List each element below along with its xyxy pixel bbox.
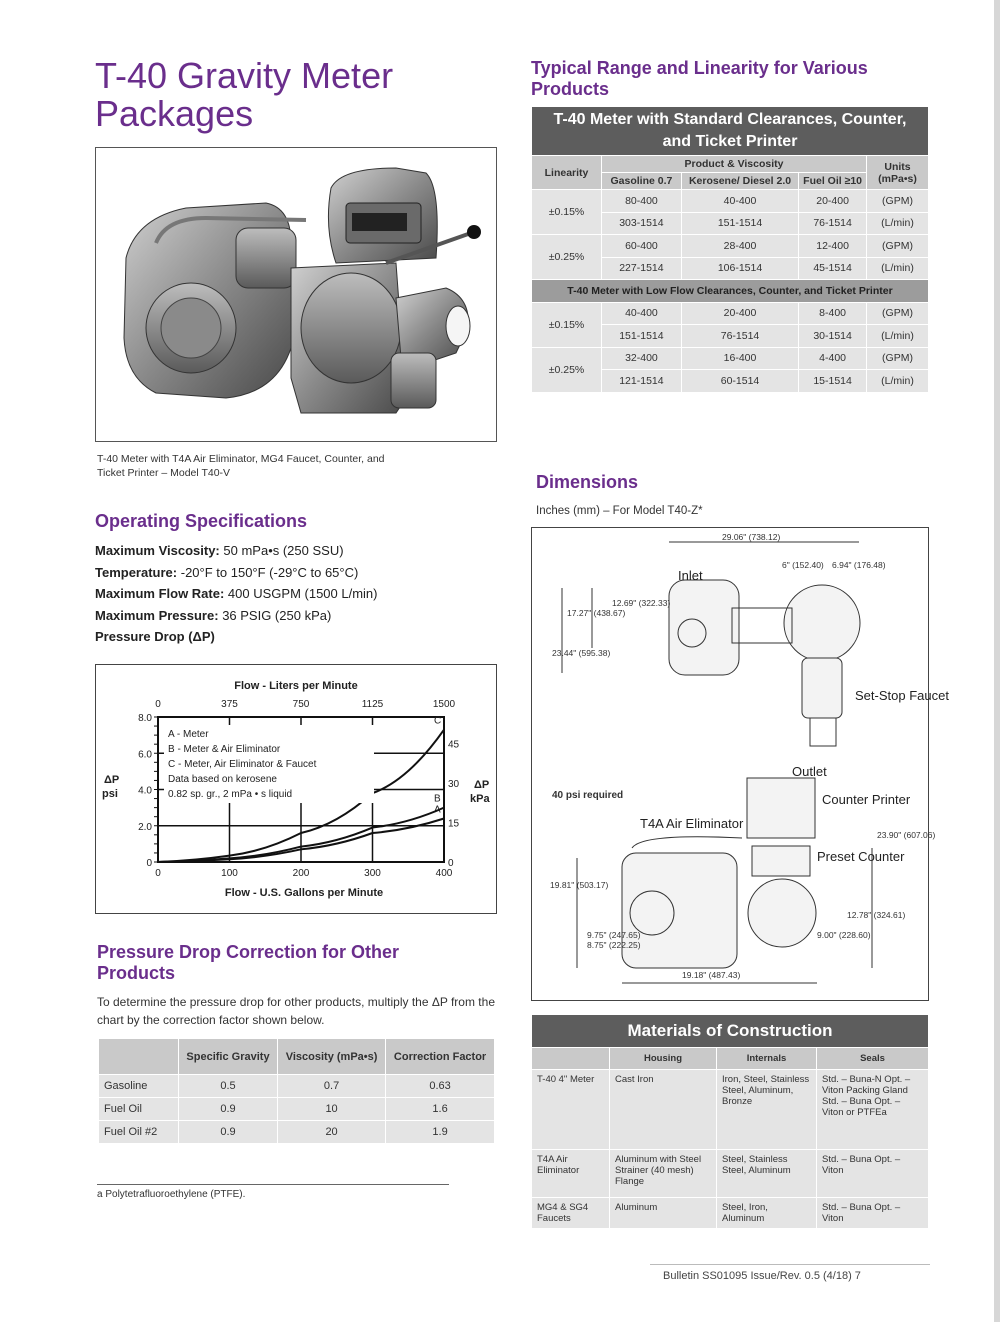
- preset-counter-shape: [752, 846, 810, 876]
- chart-x-tick-label: 200: [292, 868, 310, 879]
- spec-value: -20°F to 150°F (-29°C to 65°C): [180, 564, 359, 580]
- label-outlet: Outlet: [792, 764, 827, 779]
- range-header-row: [532, 156, 929, 173]
- table-row: [532, 235, 929, 258]
- chart-legend-line: A - Meter: [168, 729, 209, 740]
- range-cell: (L/min): [867, 257, 929, 280]
- table-row: [99, 1075, 495, 1098]
- chart-legend-line: C - Meter, Air Eliminator & Faucet: [168, 759, 317, 770]
- spec-label: Maximum Pressure:: [95, 607, 219, 623]
- dimensions-drawing: [531, 527, 949, 1001]
- materials-cell: Std. – Buna Opt. – Viton: [817, 1150, 929, 1198]
- meter-illustration: [96, 148, 495, 440]
- label-air-eliminator: T4A Air Eliminator: [640, 816, 744, 831]
- range-cell: 60-1514: [681, 370, 798, 393]
- range-cell: 32-400: [602, 347, 682, 370]
- dim-2390: 23.90" (607.06): [877, 830, 936, 840]
- chart-x-tick-label: 400: [435, 868, 453, 879]
- operating-specs-list: [95, 540, 378, 648]
- materials-cell: Iron, Steel, Stainless Steel, Aluminum, Bronze: [717, 1070, 817, 1150]
- label-set-stop: Set-Stop Faucet: [855, 688, 949, 703]
- range-cell: 12-400: [799, 235, 867, 258]
- range-cell: 76-1514: [681, 325, 798, 348]
- chart-y-tick-label: 4.0: [138, 785, 152, 797]
- page-edge: [994, 0, 1000, 1322]
- range-product-col: Gasoline 0.7: [602, 173, 682, 190]
- table-row: [99, 1098, 495, 1121]
- dim-1981: 19.81" (503.17): [550, 880, 609, 890]
- range-cell: 40-400: [681, 190, 798, 213]
- materials-cell: Aluminum with Steel Strainer (40 mesh) Flange: [610, 1150, 717, 1198]
- range-product-col: Kerosene/ Diesel 2.0: [681, 173, 798, 190]
- pdc-table: [98, 1038, 495, 1144]
- dim-6in: 6" (152.40): [782, 560, 824, 570]
- label-counter-printer: Counter Printer: [822, 792, 911, 807]
- pressure-drop-chart-svg: [96, 665, 495, 912]
- spec-row: [95, 540, 378, 562]
- label-inlet: Inlet: [678, 568, 703, 583]
- dimensions-svg: [532, 528, 949, 999]
- pdc-col-header: Viscosity (mPa•s): [277, 1039, 385, 1075]
- materials-table: [531, 1014, 929, 1229]
- table-row: [532, 1070, 929, 1150]
- materials-heading: Materials of Construction: [532, 1015, 929, 1048]
- chart-x-tick-label: 0: [155, 868, 161, 879]
- chart-series-label-C: C: [434, 715, 442, 727]
- range-cell: 16-400: [681, 347, 798, 370]
- spec-value: 50 mPa•s (250 SSU): [223, 543, 344, 558]
- range-cell: (GPM): [867, 302, 929, 325]
- materials-header-row: [532, 1048, 929, 1070]
- materials-cell: Steel, Stainless Steel, Aluminum: [717, 1150, 817, 1198]
- range-cell: (GPM): [867, 347, 929, 370]
- chart-y-label-delta: ΔP: [104, 774, 120, 786]
- range-lin: ±0.15%: [532, 302, 602, 347]
- range-cell: 45-1514: [799, 257, 867, 280]
- dimensions-heading: Dimensions: [536, 472, 639, 492]
- spec-row: [95, 583, 378, 605]
- pdc-cell: 0.9: [179, 1121, 278, 1144]
- pdc-heading: Pressure Drop Correction for Other Products: [97, 942, 400, 983]
- table-row: [532, 302, 929, 325]
- range-cell: 60-400: [602, 235, 682, 258]
- chart-legend-line: Data based on kerosene: [168, 774, 277, 785]
- spec-label: Maximum Viscosity:: [95, 543, 220, 558]
- range-cell: 106-1514: [681, 257, 798, 280]
- materials-cell: Steel, Iron, Aluminum: [717, 1198, 817, 1229]
- range-cell: 76-1514: [799, 212, 867, 235]
- materials-cell: Aluminum: [610, 1198, 717, 1229]
- air-eliminator-shape: [622, 853, 737, 968]
- range-linearity-header: Linearity: [532, 156, 602, 190]
- photo-caption: T-40 Meter with T4A Air Eliminator, MG4 Faucet, Counter, and Ticket Printer – Model T40-V: [97, 453, 385, 479]
- dim-1278: 12.78" (324.61): [847, 910, 906, 920]
- side-pipe: [632, 837, 742, 848]
- counter-printer-shape: [747, 778, 815, 838]
- dim-900: 9.00" (228.60): [817, 930, 871, 940]
- pdc-cell: 1.9: [386, 1121, 495, 1144]
- dimensions-subheading: Inches (mm) – For Model T40-Z*: [536, 505, 703, 517]
- operating-specs-heading: Operating Specifications: [95, 511, 308, 531]
- faucet-shape: [802, 658, 842, 718]
- chart-title: Flow - Liters per Minute: [234, 680, 358, 692]
- pdc-col-header: Correction Factor: [386, 1039, 495, 1075]
- pdc-cell: 20: [277, 1121, 385, 1144]
- range-cell: 227-1514: [602, 257, 682, 280]
- materials-cell: Std. – Buna-N Opt. – Viton Packing Gland Std. – Buna Opt. – Viton or PTFEa: [817, 1070, 929, 1150]
- range-cell: 151-1514: [602, 325, 682, 348]
- chart-series-label-A: A: [434, 804, 441, 816]
- chart-y-right-tick-label: 0: [448, 858, 454, 869]
- table-row: [532, 1198, 929, 1229]
- range-table: [531, 106, 929, 393]
- pdc-cell: 10: [277, 1098, 385, 1121]
- range-cell: (GPM): [867, 235, 929, 258]
- chart-y-right-label-unit: kPa: [470, 793, 490, 805]
- range-cell: 20-400: [799, 190, 867, 213]
- pdc-cell: 0.63: [386, 1075, 495, 1098]
- pdc-cell: 0.7: [277, 1075, 385, 1098]
- dim-1727: 17.27" (438.67): [567, 608, 626, 618]
- table-row: [532, 190, 929, 213]
- chart-x-top-tick-label: 375: [221, 699, 238, 710]
- pressure-drop-chart: [95, 664, 497, 914]
- range-lin: ±0.25%: [532, 235, 602, 280]
- spec-value: 36 PSIG (250 kPa): [222, 607, 332, 623]
- dim-1918: 19.18" (487.43): [682, 970, 741, 980]
- chart-x-tick-label: 100: [221, 868, 238, 879]
- chart-y-tick-label: 6.0: [138, 749, 152, 761]
- chart-legend-line: 0.82 sp. gr., 2 mPa • s liquid: [168, 789, 293, 800]
- chart-x-top-tick-label: 1500: [432, 699, 456, 710]
- chart-x-top-tick-label: 750: [292, 699, 310, 710]
- dim-694in: 6.94" (176.48): [832, 560, 886, 570]
- meter-side-shape: [748, 879, 816, 947]
- spec-row: [95, 626, 378, 648]
- range-cell: 40-400: [602, 302, 682, 325]
- faucet-outlet-shape: [810, 718, 836, 746]
- range-cell: 121-1514: [602, 370, 682, 393]
- range-cell: 80-400: [602, 190, 682, 213]
- range-cell: 30-1514: [799, 325, 867, 348]
- materials-cell: Std. – Buna Opt. – Viton: [817, 1198, 929, 1229]
- spec-value: 400 USGPM (1500 L/min): [227, 586, 378, 601]
- spec-row: [95, 562, 378, 584]
- range-units-header: Units (mPa•s): [867, 156, 929, 190]
- label-psi-required: 40 psi required: [552, 790, 624, 801]
- range-cell: (GPM): [867, 190, 929, 213]
- pdc-cell: Gasoline: [99, 1075, 179, 1098]
- chart-legend-line: B - Meter & Air Eliminator: [168, 744, 281, 755]
- spec-label: Temperature:: [95, 564, 178, 580]
- chart-y-right-tick-label: 15: [448, 818, 460, 830]
- chart-x-label: Flow - U.S. Gallons per Minute: [224, 887, 384, 899]
- footnote-rule: [97, 1184, 449, 1185]
- table-row: [532, 1150, 929, 1198]
- footer-rule: [650, 1264, 930, 1265]
- pdc-cell: 1.6: [386, 1098, 495, 1121]
- pdc-cell: 0.5: [179, 1075, 278, 1098]
- footnote: a Polytetrafluoroethylene (PTFE).: [97, 1189, 246, 1200]
- range-cell: 303-1514: [602, 212, 682, 235]
- chart-y-tick-label: 8.0: [138, 713, 152, 724]
- pdc-intro: To determine the pressure drop for other products, multiply the ΔP from the chart by the correction factor shown below.: [97, 995, 495, 1027]
- chart-y-right-label-delta: ΔP: [474, 779, 490, 791]
- chart-y-tick-label: 0: [146, 858, 152, 869]
- spec-label: Pressure Drop (ΔP): [95, 629, 215, 644]
- range-product-header: Product & Viscosity: [602, 156, 867, 173]
- range-cell: 20-400: [681, 302, 798, 325]
- range-cell: (L/min): [867, 325, 929, 348]
- pdc-cell: Fuel Oil #2: [99, 1121, 179, 1144]
- spec-label: Maximum Flow Rate:: [95, 586, 225, 601]
- range-standard-title: T-40 Meter with Standard Clearances, Counter, and Ticket Printer: [532, 107, 929, 156]
- dim-975: 9.75" (247.65): [587, 930, 641, 940]
- range-cell: (L/min): [867, 370, 929, 393]
- chart-y-right-tick-label: 45: [448, 739, 460, 751]
- spec-row: [95, 605, 378, 627]
- table-row: [99, 1121, 495, 1144]
- materials-col-header: Housing: [610, 1048, 717, 1070]
- materials-col-header: Internals: [717, 1048, 817, 1070]
- chart-legend: [164, 725, 374, 803]
- range-cell: 8-400: [799, 302, 867, 325]
- pdc-header-row: [99, 1039, 495, 1075]
- label-preset-counter: Preset Counter: [817, 849, 905, 864]
- pdc-cell: Fuel Oil: [99, 1098, 179, 1121]
- materials-cell: T4A Air Eliminator: [532, 1150, 610, 1198]
- materials-cell: MG4 & SG4 Faucets: [532, 1198, 610, 1229]
- chart-y-right-label: [470, 779, 490, 805]
- dim-1269: 12.69" (322.33): [612, 598, 671, 608]
- chart-y-label: [102, 774, 119, 800]
- meter-body-top: [732, 608, 792, 643]
- chart-y-label-unit: psi: [102, 788, 118, 800]
- chart-x-tick-label: 300: [364, 868, 381, 879]
- range-heading: Typical Range and Linearity for Various Products: [531, 58, 868, 99]
- table-row: [532, 347, 929, 370]
- pdc-cell: 0.9: [179, 1098, 278, 1121]
- materials-cell: T-40 4" Meter: [532, 1070, 610, 1150]
- materials-cell: Cast Iron: [610, 1070, 717, 1150]
- materials-col-header: Seals: [817, 1048, 929, 1070]
- pdc-col-header: Specific Gravity: [179, 1039, 278, 1075]
- range-lin: ±0.25%: [532, 347, 602, 392]
- range-cell: (L/min): [867, 212, 929, 235]
- page-footer: Bulletin SS01095 Issue/Rev. 0.5 (4/18) 7: [663, 1270, 861, 1282]
- range-cell: 4-400: [799, 347, 867, 370]
- dim-2344: 23.44" (595.38): [552, 648, 611, 658]
- dim-875: 8.75" (222.25): [587, 940, 641, 950]
- range-cell: 151-1514: [681, 212, 798, 235]
- materials-col-header: [532, 1048, 610, 1070]
- chart-x-top-tick-label: 1125: [361, 699, 384, 710]
- chart-x-top-tick-label: 0: [155, 699, 161, 710]
- product-photo: [95, 147, 497, 442]
- range-lin: ±0.15%: [532, 190, 602, 235]
- page-title: T-40 Gravity Meter Packages: [95, 55, 394, 134]
- meter-head-top: [784, 585, 860, 661]
- dim-top-width: 29.06" (738.12): [722, 532, 781, 542]
- pdc-col-header: [99, 1039, 179, 1075]
- range-cell: 15-1514: [799, 370, 867, 393]
- range-lowflow-title: T-40 Meter with Low Flow Clearances, Counter, and Ticket Printer: [532, 280, 929, 303]
- chart-y-tick-label: 2.0: [138, 821, 152, 833]
- chart-y-right-tick-label: 30: [448, 779, 460, 791]
- range-product-col: Fuel Oil ≥10: [799, 173, 867, 190]
- range-cell: 28-400: [681, 235, 798, 258]
- chart-series-label-B: B: [434, 793, 441, 805]
